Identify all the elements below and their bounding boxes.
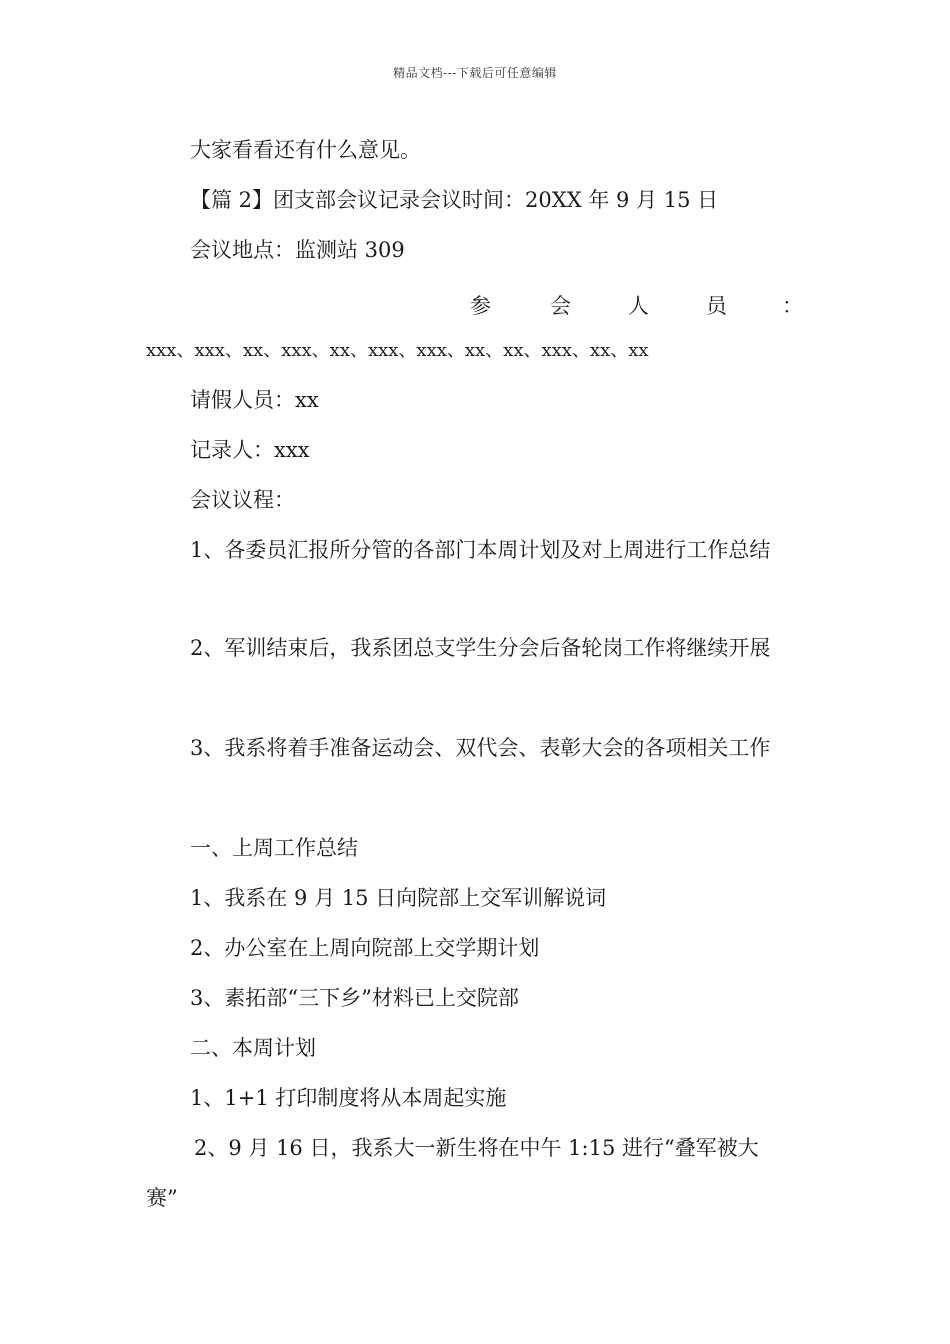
list-item: 2、9 月 16 日，我系大一新生将在中午 1:15 进行“叠军被大 [194, 1136, 759, 1160]
list-item: 2、办公室在上周向院部上交学期计划 [190, 936, 540, 960]
text-line: 大家看看还有什么意见。 [190, 138, 421, 162]
section-title: 一、上周工作总结 [190, 836, 358, 860]
page-header: 精品文档---下载后可任意编辑 [393, 66, 557, 80]
attendees-label-char: 参 [470, 294, 491, 318]
agenda-title: 会议议程： [190, 488, 295, 512]
attendees-label-char: ： [782, 294, 803, 318]
agenda-item: 2、军训结束后，我系团总支学生分会后备轮岗工作将继续开展 [190, 636, 771, 660]
leave-line: 请假人员：xx [190, 388, 319, 412]
attendees-label [190, 290, 803, 318]
meeting-location: 会议地点：监测站 309 [190, 238, 405, 262]
attendees-label-char: 会 [550, 294, 571, 318]
section-title: 二、本周计划 [190, 1036, 316, 1060]
attendees-label-char: 人 [628, 294, 649, 318]
list-item: 1、我系在 9 月 15 日向院部上交军训解说词 [190, 886, 607, 910]
list-item: 1、1+1 打印制度将从本周起实施 [190, 1086, 507, 1110]
attendees-label-char: 员 [706, 294, 727, 318]
meeting-title: 【篇 2】团支部会议记录会议时间：20XX 年 9 月 15 日 [190, 188, 719, 212]
recorder-line: 记录人：xxx [190, 438, 310, 462]
list-item: 3、素拓部“三下乡”材料已上交院部 [190, 986, 519, 1010]
agenda-item: 1、各委员汇报所分管的各部门本周计划及对上周进行工作总结 [190, 538, 771, 562]
list-item-continuation: 赛” [146, 1186, 178, 1210]
attendees-list: xxx、xxx、xx、xxx、xx、xxx、xxx、xx、xx、xxx、xx、xx [146, 340, 649, 361]
agenda-item: 3、我系将着手准备运动会、双代会、表彰大会的各项相关工作 [190, 736, 771, 760]
